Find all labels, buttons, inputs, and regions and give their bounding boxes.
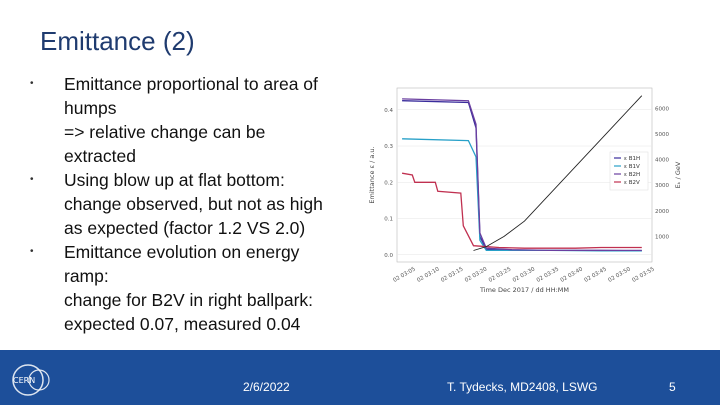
x-tick-label: 02 03:15: [440, 266, 465, 284]
bullet-item: [30, 240, 350, 336]
bullet-list: [30, 72, 350, 336]
y-tick-label: 0.1: [384, 216, 393, 223]
bullet-line: change observed, but not as high: [64, 194, 323, 214]
legend-label: ε B2H: [624, 172, 641, 178]
x-tick-label: 02 03:10: [416, 266, 441, 284]
cern-logo: [8, 358, 58, 402]
x-tick-label: 02 03:30: [511, 266, 537, 284]
series-line-b1h: [402, 101, 642, 251]
x-tick-label: 02 03:55: [631, 266, 656, 284]
emittance-chart-svg: [362, 80, 692, 315]
footer-author: T. Tydecks, MD2408, LSWG: [447, 380, 598, 394]
x-tick-label: 02 03:50: [607, 266, 632, 284]
bullet-text: [64, 168, 350, 240]
legend-label: ε B2V: [624, 180, 640, 186]
y2-tick-label: 2000: [655, 208, 669, 215]
y-tick-label: 0.2: [384, 180, 393, 187]
bullet-line: extracted: [64, 146, 136, 166]
bullet-dot-icon: •: [30, 246, 34, 257]
page-number: 5: [669, 380, 676, 394]
emittance-chart: [362, 80, 692, 315]
logo-text: CERN: [13, 376, 36, 385]
bullet-line: change for B2V in right ballpark:: [64, 290, 314, 310]
x-tick-label: 02 03:25: [487, 266, 513, 284]
y-tick-label: 0.4: [384, 107, 393, 114]
x-tick-label: 02 03:05: [392, 266, 417, 284]
bullet-line: Using blow up at flat bottom:: [64, 170, 285, 190]
series-line-b1v: [402, 139, 642, 251]
bullet-dot-icon: •: [30, 174, 34, 185]
bullet-item: [30, 72, 350, 168]
y-axis-label: Emittance ε / a.u.: [368, 146, 376, 204]
x-tick-label: 02 03:20: [464, 266, 489, 284]
y2-tick-label: 6000: [655, 106, 669, 113]
y2-tick-label: 4000: [655, 157, 669, 164]
footer-date: 2/6/2022: [243, 380, 290, 394]
x-axis-label: Time Dec 2017 / dd HH:MM: [480, 286, 569, 294]
y-tick-label: 0.3: [384, 144, 393, 150]
bullet-text: [64, 72, 350, 168]
series-line-b2h: [402, 99, 642, 251]
y2-tick-label: 3000: [655, 183, 669, 190]
bullet-line: humps: [64, 98, 117, 118]
bullet-line: => relative change can be: [64, 122, 266, 142]
y-tick-label: 0.0: [384, 252, 393, 259]
bullet-line: as expected (factor 1.2 VS 2.0): [64, 218, 306, 238]
series-line-b2v: [402, 173, 642, 248]
y2-axis-label: Eₖ / GeV: [674, 161, 682, 189]
bullet-dot-icon: •: [30, 78, 34, 89]
bullet-line: Emittance proportional to area of: [64, 74, 318, 94]
legend-label: ε B1V: [624, 164, 640, 170]
bullet-line: Emittance evolution on energy: [64, 242, 300, 262]
x-tick-label: 02 03:35: [535, 266, 561, 284]
x-tick-label: 02 03:45: [583, 266, 608, 284]
bullet-item: [30, 168, 350, 240]
y2-tick-label: 5000: [655, 132, 669, 139]
y2-tick-label: 1000: [655, 234, 669, 241]
bullet-line: ramp:: [64, 266, 109, 286]
bullet-line: expected 0.07, measured 0.04: [64, 314, 301, 334]
bullet-text: [64, 240, 350, 336]
x-tick-label: 02 03:40: [559, 266, 584, 284]
footer-bar: [0, 350, 720, 405]
slide-title: Emittance (2): [40, 26, 195, 56]
legend-label: ε B1H: [624, 156, 641, 162]
